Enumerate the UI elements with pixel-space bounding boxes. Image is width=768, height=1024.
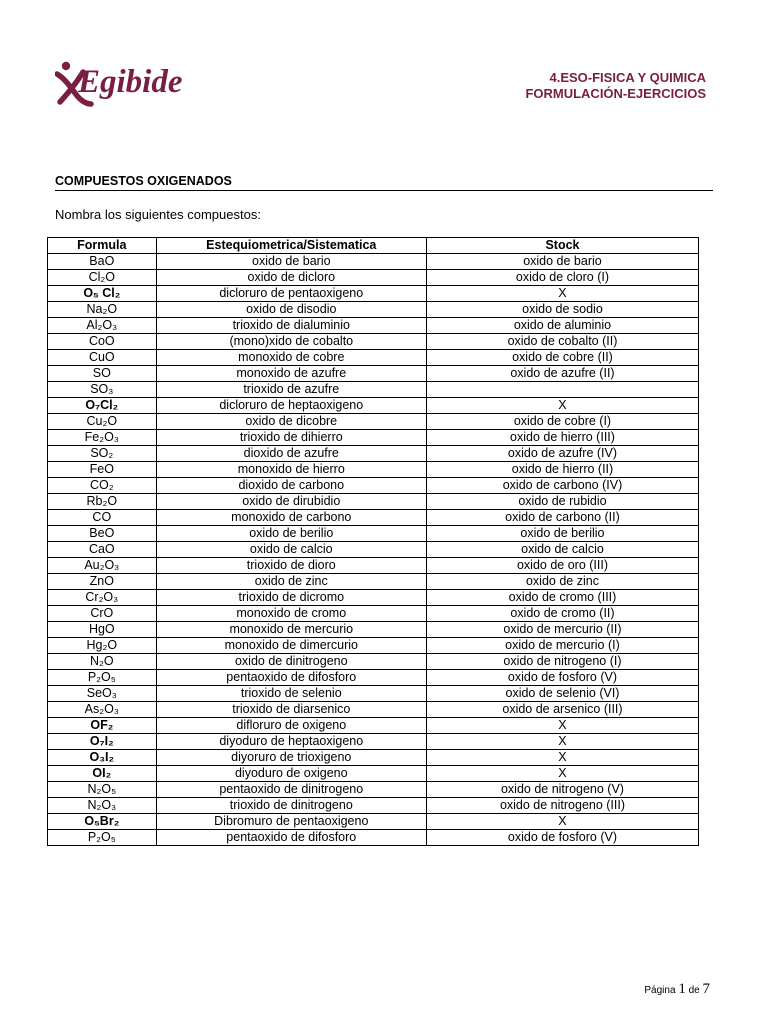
stock-name-cell: oxido de azufre (II)	[426, 366, 698, 382]
formula-cell: O₇Cl₂	[48, 398, 157, 414]
systematic-name-cell: oxido de disodio	[156, 302, 426, 318]
systematic-name-cell: (mono)xido de cobalto	[156, 334, 426, 350]
systematic-name-cell: oxido de dinitrogeno	[156, 654, 426, 670]
section-divider	[55, 190, 713, 191]
stock-name-cell	[426, 382, 698, 398]
systematic-name-cell: trioxido de dihierro	[156, 430, 426, 446]
page-current: 1	[678, 981, 686, 997]
systematic-name-cell: trioxido de azufre	[156, 382, 426, 398]
stock-name-cell: oxido de fosforo (V)	[426, 670, 698, 686]
formula-cell: Fe₂O₃	[48, 430, 157, 446]
systematic-name-cell: monoxido de cromo	[156, 606, 426, 622]
formula-cell: As₂O₃	[48, 702, 157, 718]
stock-name-cell: X	[426, 718, 698, 734]
systematic-name-cell: oxido de calcio	[156, 542, 426, 558]
stock-name-cell: oxido de selenio (VI)	[426, 686, 698, 702]
systematic-name-cell: dioxido de azufre	[156, 446, 426, 462]
stock-name-cell: oxido de azufre (IV)	[426, 446, 698, 462]
systematic-name-cell: monoxido de mercurio	[156, 622, 426, 638]
column-header-systematic: Estequiometrica/Sistematica	[156, 238, 426, 254]
compounds-table	[47, 237, 699, 846]
systematic-name-cell: oxido de berilio	[156, 526, 426, 542]
formula-cell: CrO	[48, 606, 157, 622]
table-row	[48, 446, 699, 462]
systematic-name-cell: pentaoxido de difosforo	[156, 830, 426, 846]
formula-cell: BeO	[48, 526, 157, 542]
stock-name-cell: X	[426, 734, 698, 750]
stock-name-cell: oxido de nitrogeno (V)	[426, 782, 698, 798]
stock-name-cell: oxido de carbono (IV)	[426, 478, 698, 494]
table-body	[48, 254, 699, 846]
table-row	[48, 718, 699, 734]
systematic-name-cell: difloruro de oxigeno	[156, 718, 426, 734]
table-row	[48, 414, 699, 430]
formula-cell: SO₂	[48, 446, 157, 462]
table-header-row	[48, 238, 699, 254]
systematic-name-cell: trioxido de diarsenico	[156, 702, 426, 718]
stock-name-cell: oxido de cromo (II)	[426, 606, 698, 622]
stock-name-cell: X	[426, 398, 698, 414]
stock-name-cell: X	[426, 814, 698, 830]
formula-cell: FeO	[48, 462, 157, 478]
stock-name-cell: oxido de cobre (I)	[426, 414, 698, 430]
formula-cell: OF₂	[48, 718, 157, 734]
table-row	[48, 350, 699, 366]
document-header	[525, 70, 706, 102]
formula-cell: P₂O₅	[48, 670, 157, 686]
systematic-name-cell: dicloruro de pentaoxigeno	[156, 286, 426, 302]
systematic-name-cell: diyoduro de oxigeno	[156, 766, 426, 782]
stock-name-cell: oxido de hierro (III)	[426, 430, 698, 446]
header-topic: FORMULACIÓN-EJERCICIOS	[525, 86, 706, 101]
table-row	[48, 542, 699, 558]
table-row	[48, 526, 699, 542]
table-row	[48, 750, 699, 766]
stock-name-cell: oxido de sodio	[426, 302, 698, 318]
formula-cell: ZnO	[48, 574, 157, 590]
header-course: 4.ESO-FISICA Y QUIMICA	[549, 70, 706, 85]
stock-name-cell: X	[426, 766, 698, 782]
table-row	[48, 830, 699, 846]
systematic-name-cell: dicloruro de heptaoxigeno	[156, 398, 426, 414]
stock-name-cell: oxido de bario	[426, 254, 698, 270]
stock-name-cell: oxido de cromo (III)	[426, 590, 698, 606]
egibide-logo-mark	[55, 58, 200, 114]
stock-name-cell: oxido de rubidio	[426, 494, 698, 510]
stock-name-cell: oxido de hierro (II)	[426, 462, 698, 478]
table-row	[48, 686, 699, 702]
table-row	[48, 510, 699, 526]
table-row	[48, 318, 699, 334]
table-row	[48, 622, 699, 638]
systematic-name-cell: trioxido de selenio	[156, 686, 426, 702]
table-row	[48, 654, 699, 670]
formula-cell: Au₂O₃	[48, 558, 157, 574]
column-header-stock: Stock	[426, 238, 698, 254]
systematic-name-cell: monoxido de dimercurio	[156, 638, 426, 654]
stock-name-cell: oxido de nitrogeno (III)	[426, 798, 698, 814]
table-row	[48, 670, 699, 686]
formula-cell: N₂O₅	[48, 782, 157, 798]
systematic-name-cell: monoxido de carbono	[156, 510, 426, 526]
systematic-name-cell: Dibromuro de pentaoxigeno	[156, 814, 426, 830]
formula-cell: SO	[48, 366, 157, 382]
formula-cell: O₅ Cl₂	[48, 286, 157, 302]
formula-cell: CO₂	[48, 478, 157, 494]
table-row	[48, 590, 699, 606]
systematic-name-cell: trioxido de dialuminio	[156, 318, 426, 334]
table-row	[48, 478, 699, 494]
table-row	[48, 494, 699, 510]
systematic-name-cell: diyoruro de trioxigeno	[156, 750, 426, 766]
systematic-name-cell: diyoduro de heptaoxigeno	[156, 734, 426, 750]
systematic-name-cell: monoxido de azufre	[156, 366, 426, 382]
systematic-name-cell: oxido de zinc	[156, 574, 426, 590]
systematic-name-cell: trioxido de dinitrogeno	[156, 798, 426, 814]
table-row	[48, 734, 699, 750]
stock-name-cell: oxido de mercurio (I)	[426, 638, 698, 654]
formula-cell: SeO₃	[48, 686, 157, 702]
formula-cell: N₂O₃	[48, 798, 157, 814]
table-row	[48, 558, 699, 574]
systematic-name-cell: trioxido de dioro	[156, 558, 426, 574]
formula-cell: Cr₂O₃	[48, 590, 157, 606]
formula-cell: Hg₂O	[48, 638, 157, 654]
table-row	[48, 606, 699, 622]
stock-name-cell: oxido de oro (III)	[426, 558, 698, 574]
page-total: 7	[702, 981, 710, 997]
formula-cell: O₇I₂	[48, 734, 157, 750]
table-row	[48, 798, 699, 814]
formula-cell: P₂O₅	[48, 830, 157, 846]
systematic-name-cell: trioxido de dicromo	[156, 590, 426, 606]
stock-name-cell: X	[426, 750, 698, 766]
formula-cell: BaO	[48, 254, 157, 270]
formula-cell: Al₂O₃	[48, 318, 157, 334]
stock-name-cell: oxido de cobre (II)	[426, 350, 698, 366]
stock-name-cell: oxido de zinc	[426, 574, 698, 590]
table-row	[48, 302, 699, 318]
systematic-name-cell: oxido de dirubidio	[156, 494, 426, 510]
formula-cell: CaO	[48, 542, 157, 558]
table-row	[48, 398, 699, 414]
systematic-name-cell: monoxido de hierro	[156, 462, 426, 478]
formula-cell: CO	[48, 510, 157, 526]
table-row	[48, 574, 699, 590]
table-row	[48, 702, 699, 718]
table-row	[48, 270, 699, 286]
formula-cell: Cu₂O	[48, 414, 157, 430]
page-word: Página	[644, 985, 676, 996]
egibide-logo	[55, 58, 200, 114]
table-row	[48, 638, 699, 654]
systematic-name-cell: oxido de dicloro	[156, 270, 426, 286]
formula-cell: CuO	[48, 350, 157, 366]
table-row	[48, 462, 699, 478]
formula-cell: CoO	[48, 334, 157, 350]
table-row	[48, 382, 699, 398]
stock-name-cell: oxido de cloro (I)	[426, 270, 698, 286]
formula-cell: O₅Br₂	[48, 814, 157, 830]
table-row	[48, 366, 699, 382]
stock-name-cell: oxido de nitrogeno (I)	[426, 654, 698, 670]
table-row	[48, 254, 699, 270]
systematic-name-cell: oxido de dicobre	[156, 414, 426, 430]
formula-cell: O₃I₂	[48, 750, 157, 766]
stock-name-cell: oxido de fosforo (V)	[426, 830, 698, 846]
stock-name-cell: oxido de berilio	[426, 526, 698, 542]
formula-cell: HgO	[48, 622, 157, 638]
page-footer	[644, 981, 710, 998]
systematic-name-cell: oxido de bario	[156, 254, 426, 270]
instructions-text: Nombra los siguientes compuestos:	[55, 207, 261, 222]
formula-cell: Na₂O	[48, 302, 157, 318]
stock-name-cell: oxido de calcio	[426, 542, 698, 558]
systematic-name-cell: pentaoxido de dinitrogeno	[156, 782, 426, 798]
stock-name-cell: oxido de cobalto (II)	[426, 334, 698, 350]
stock-name-cell: oxido de aluminio	[426, 318, 698, 334]
table-row	[48, 814, 699, 830]
formula-cell: Cl₂O	[48, 270, 157, 286]
column-header-formula: Formula	[48, 238, 157, 254]
table-row	[48, 766, 699, 782]
table-row	[48, 430, 699, 446]
stock-name-cell: oxido de arsenico (III)	[426, 702, 698, 718]
formula-cell: Rb₂O	[48, 494, 157, 510]
stock-name-cell: X	[426, 286, 698, 302]
of-word: de	[688, 985, 700, 996]
stock-name-cell: oxido de carbono (II)	[426, 510, 698, 526]
stock-name-cell: oxido de mercurio (II)	[426, 622, 698, 638]
table-row	[48, 334, 699, 350]
section-title: COMPUESTOS OXIGENADOS	[55, 174, 232, 188]
systematic-name-cell: monoxido de cobre	[156, 350, 426, 366]
table-row	[48, 286, 699, 302]
table-row	[48, 782, 699, 798]
formula-cell: SO₃	[48, 382, 157, 398]
systematic-name-cell: pentaoxido de difosforo	[156, 670, 426, 686]
formula-cell: N₂O	[48, 654, 157, 670]
systematic-name-cell: dioxido de carbono	[156, 478, 426, 494]
logo-wordmark: Egibide	[78, 64, 183, 100]
formula-cell: OI₂	[48, 766, 157, 782]
